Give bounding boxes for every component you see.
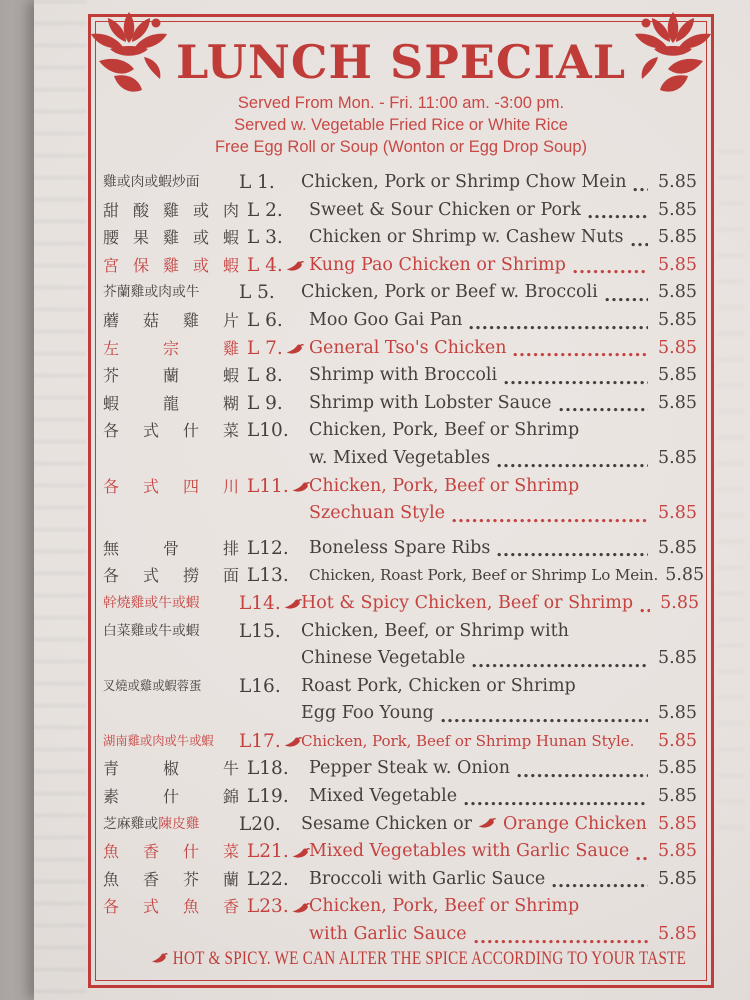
item-name-text: Chicken or Shrimp w. Cashew Nuts bbox=[309, 227, 624, 248]
item-code: L22. bbox=[247, 868, 289, 890]
menu-item-row-L9 bbox=[103, 390, 697, 418]
chili-pepper-icon bbox=[283, 598, 304, 611]
item-description bbox=[301, 673, 697, 728]
item-price: 5.85 bbox=[658, 730, 697, 751]
dot-leader bbox=[605, 297, 648, 302]
dot-leader bbox=[636, 856, 648, 861]
item-chinese-name: 白菜雞或牛或蝦 bbox=[103, 622, 200, 639]
item-name-text: General Tso's Chicken bbox=[309, 337, 507, 358]
item-price: 5.85 bbox=[658, 813, 697, 834]
item-price: 5.85 bbox=[658, 227, 697, 248]
item-name-text: Roast Pork, Chicken or Shrimp bbox=[301, 675, 576, 696]
item-code: L17. bbox=[239, 728, 301, 756]
item-chinese-name: 魚 香 什 菜 bbox=[103, 842, 239, 862]
chili-pepper-icon bbox=[285, 343, 306, 356]
menu-header bbox=[91, 17, 711, 158]
item-name-text: Kung Pao Chicken or Shrimp bbox=[309, 254, 566, 275]
free-item-text: Free Egg Roll or Soup (Wonton or Egg Drop Soup) bbox=[214, 138, 588, 156]
menu-item-row-L8 bbox=[103, 362, 697, 390]
item-price: 5.85 bbox=[658, 703, 697, 724]
item-description bbox=[309, 866, 697, 894]
item-name-text: with Garlic Sauce bbox=[309, 924, 467, 945]
item-price: 5.85 bbox=[658, 503, 697, 524]
item-price: 5.85 bbox=[658, 447, 697, 468]
item-code: L 6. bbox=[247, 309, 283, 331]
item-price: 5.85 bbox=[658, 868, 697, 889]
item-chinese-name: 蝦 龍 糊 bbox=[103, 393, 239, 413]
item-price: 5.85 bbox=[658, 309, 697, 330]
item-description bbox=[309, 417, 697, 472]
dot-leader bbox=[631, 242, 649, 247]
item-chinese-name: 各 式 撈 面 bbox=[103, 566, 239, 586]
spicy-disclaimer-text: HOT & SPICY. WE CAN ALTER THE SPICE ACCORDING TO YOUR TASTE bbox=[172, 949, 687, 969]
item-price: 5.85 bbox=[658, 786, 697, 807]
item-price: 5.85 bbox=[658, 648, 697, 669]
chili-pepper-icon bbox=[283, 736, 304, 749]
menu-item-row-L14 bbox=[103, 590, 700, 618]
item-price: 5.85 bbox=[658, 392, 697, 413]
dot-leader bbox=[474, 939, 648, 944]
item-description bbox=[309, 362, 697, 390]
menu-item-row-L16 bbox=[103, 673, 697, 728]
item-code: L 4. bbox=[247, 252, 309, 280]
menu-page bbox=[34, 0, 750, 1000]
item-chinese-name: 各 式 什 菜 bbox=[103, 421, 239, 441]
item-name-text: Sesame Chicken or bbox=[301, 813, 473, 834]
item-code: L 2. bbox=[247, 199, 283, 221]
item-code: L10. bbox=[247, 420, 289, 442]
item-name-text: Mixed Vegetable bbox=[309, 786, 458, 807]
dot-leader bbox=[504, 380, 648, 385]
item-description bbox=[309, 224, 697, 252]
chili-pepper-icon bbox=[151, 952, 170, 965]
dot-leader bbox=[464, 801, 648, 806]
item-code: L 3. bbox=[247, 227, 283, 249]
item-chinese-name: 無 骨 排 bbox=[103, 538, 239, 558]
dot-leader bbox=[497, 552, 648, 557]
item-code: L20. bbox=[239, 813, 281, 835]
menu-item-row-L21 bbox=[103, 838, 697, 866]
item-name-text: Mixed Vegetables with Garlic Sauce bbox=[309, 841, 630, 862]
item-price: 5.85 bbox=[665, 565, 705, 586]
item-name-text: Hot & Spicy Chicken, Beef or Shrimp bbox=[301, 592, 634, 613]
item-chinese-name: 雞或肉或蝦炒面 bbox=[103, 174, 200, 190]
menu-item-row-L10 bbox=[103, 417, 697, 472]
menu-border-frame bbox=[88, 14, 714, 988]
item-code: L18. bbox=[247, 758, 289, 780]
item-chinese-name: 芝麻雞或陳皮雞 bbox=[103, 815, 200, 832]
chili-pepper-icon bbox=[285, 260, 306, 273]
dot-leader bbox=[517, 773, 648, 778]
menu-item-row-L13 bbox=[103, 562, 705, 590]
item-chinese-name: 甜 酸 雞 或 肉 bbox=[103, 200, 239, 220]
item-name-text: Moo Goo Gai Pan bbox=[309, 309, 463, 330]
item-name-text: Sweet & Sour Chicken or Pork bbox=[309, 199, 582, 220]
menu-item-row-L7 bbox=[103, 335, 697, 363]
menu-item-row-L22 bbox=[103, 866, 697, 894]
corner-lotus-flower-icon bbox=[621, 8, 721, 110]
item-price: 5.85 bbox=[660, 592, 700, 613]
item-price: 5.85 bbox=[658, 365, 697, 386]
item-name-text: Chicken, Pork, Beef or Shrimp bbox=[309, 896, 580, 917]
chili-pepper-icon bbox=[291, 902, 312, 915]
chili-pepper-icon bbox=[291, 481, 312, 494]
item-code: L16. bbox=[239, 675, 281, 697]
item-description bbox=[309, 893, 697, 948]
item-description bbox=[309, 390, 697, 418]
item-description bbox=[309, 252, 697, 280]
dot-leader bbox=[472, 663, 648, 668]
item-description bbox=[301, 169, 697, 197]
item-price: 5.85 bbox=[658, 537, 697, 558]
spicy-disclaimer bbox=[91, 949, 711, 970]
page-bleed-through-left bbox=[34, 0, 86, 1000]
item-description bbox=[309, 197, 697, 225]
item-chinese-name: 湖南雞或肉或牛或蝦 bbox=[103, 733, 214, 748]
item-chinese-name: 蘑 菇 雞 片 bbox=[103, 310, 239, 330]
item-price: 5.85 bbox=[658, 282, 697, 303]
item-chinese-name: 宮 保 雞 或 蝦 bbox=[103, 255, 239, 275]
dot-leader bbox=[497, 463, 648, 468]
item-description bbox=[309, 755, 697, 783]
item-chinese-name: 青 椒 牛 bbox=[103, 759, 239, 779]
page-bleed-through-right bbox=[718, 150, 744, 850]
item-name-text: w. Mixed Vegetables bbox=[309, 447, 491, 468]
item-code: L14. bbox=[239, 590, 301, 618]
item-name-text: Chicken, Beef, or Shrimp with bbox=[301, 620, 569, 641]
item-chinese-name: 各 式 魚 香 bbox=[103, 897, 239, 917]
item-price: 5.85 bbox=[658, 172, 697, 192]
item-name-text: Chicken, Pork, Beef or Shrimp bbox=[309, 420, 580, 441]
item-description bbox=[309, 473, 697, 528]
item-name-text: Chinese Vegetable bbox=[301, 648, 466, 669]
item-description bbox=[309, 535, 697, 563]
item-chinese-name: 素 什 錦 bbox=[103, 787, 239, 807]
item-name-text: Shrimp with Lobster Sauce bbox=[309, 392, 552, 413]
item-description bbox=[301, 590, 700, 618]
served-with-text: Served w. Vegetable Fried Rice or White Rice bbox=[234, 116, 568, 134]
item-price: 5.85 bbox=[658, 199, 697, 220]
menu-item-row-L1 bbox=[103, 169, 697, 197]
dot-leader bbox=[452, 518, 648, 523]
item-chinese-name: 芥 蘭 蝦 bbox=[103, 366, 239, 386]
dot-leader bbox=[588, 214, 648, 219]
item-chinese-name: 芥蘭雞或肉或牛 bbox=[103, 284, 200, 301]
menu-item-row-L23 bbox=[103, 893, 697, 948]
item-code: L 5. bbox=[239, 282, 275, 304]
menu-item-row-L17 bbox=[103, 728, 697, 756]
dot-leader bbox=[513, 352, 648, 357]
item-name-text: Pepper Steak w. Onion bbox=[309, 758, 511, 779]
item-chinese-name: 左 宗 雞 bbox=[103, 338, 239, 358]
menu-items-list bbox=[103, 169, 705, 949]
item-name-text: Egg Foo Young bbox=[301, 703, 434, 724]
item-price: 5.85 bbox=[658, 337, 697, 358]
item-name-text: Boneless Spare Ribs bbox=[309, 537, 491, 558]
dot-leader bbox=[559, 407, 648, 412]
dot-leader bbox=[573, 269, 648, 274]
item-price: 5.85 bbox=[658, 841, 697, 862]
dot-leader bbox=[633, 187, 648, 192]
item-name-text: Szechuan Style bbox=[309, 503, 446, 524]
item-chinese-name: 幹燒雞或牛或蝦 bbox=[103, 594, 200, 611]
menu-item-row-L11 bbox=[103, 473, 697, 528]
item-name-text: Chicken, Pork or Shrimp Chow Mein bbox=[301, 172, 627, 192]
item-description bbox=[301, 618, 697, 673]
item-name-text: Chicken, Pork or Beef w. Broccoli bbox=[301, 282, 598, 303]
item-chinese-name: 叉燒或雞或蝦蓉蛋 bbox=[103, 678, 202, 693]
item-description bbox=[301, 811, 697, 839]
item-description bbox=[301, 728, 697, 756]
item-code: L 7. bbox=[247, 335, 309, 363]
item-name-text: Chicken, Pork, Beef or Shrimp Hunan Style. bbox=[301, 731, 635, 750]
item-chinese-name: 魚 香 芥 蘭 bbox=[103, 869, 239, 889]
menu-item-row-L12 bbox=[103, 535, 697, 563]
item-price: 5.85 bbox=[658, 254, 697, 275]
item-chinese-name: 腰 果 雞 或 蝦 bbox=[103, 228, 239, 248]
item-code: L15. bbox=[239, 620, 281, 642]
item-name-text: Chicken, Pork, Beef or Shrimp bbox=[309, 475, 580, 496]
item-price: 5.85 bbox=[658, 758, 697, 779]
menu-item-row-L19 bbox=[103, 783, 697, 811]
item-code: L 9. bbox=[247, 392, 283, 414]
menu-item-row-L3 bbox=[103, 224, 697, 252]
item-code: L19. bbox=[247, 786, 289, 808]
item-name-text: Broccoli with Garlic Sauce bbox=[309, 868, 546, 889]
item-description bbox=[301, 279, 697, 307]
item-code: L11. bbox=[247, 473, 309, 501]
item-code: L 8. bbox=[247, 365, 283, 387]
menu-item-row-L15 bbox=[103, 618, 697, 673]
item-code: L21. bbox=[247, 838, 309, 866]
dot-leader bbox=[469, 325, 648, 330]
chili-pepper-icon bbox=[477, 817, 498, 830]
dot-leader bbox=[640, 608, 650, 613]
item-code: L13. bbox=[247, 565, 289, 587]
dot-leader bbox=[441, 718, 648, 723]
menu-item-row-L4 bbox=[103, 252, 697, 280]
menu-item-row-L18 bbox=[103, 755, 697, 783]
menu-item-row-L6 bbox=[103, 307, 697, 335]
dot-leader bbox=[552, 883, 648, 888]
item-description bbox=[309, 562, 705, 590]
item-name-text-red: Orange Chicken bbox=[503, 813, 647, 834]
menu-item-row-L20 bbox=[103, 811, 697, 839]
item-code: L23. bbox=[247, 893, 309, 921]
item-price: 5.85 bbox=[658, 924, 697, 945]
menu-item-row-L5 bbox=[103, 279, 697, 307]
menu-item-row-L2 bbox=[103, 197, 697, 225]
item-name-text: Chicken, Roast Pork, Beef or Shrimp Lo Mein. bbox=[309, 566, 659, 585]
corner-lotus-flower-icon bbox=[81, 8, 181, 110]
item-description bbox=[309, 307, 697, 335]
page-title: LUNCH SPECIAL bbox=[175, 35, 627, 89]
item-code: L12. bbox=[247, 537, 289, 559]
item-name-text: Shrimp with Broccoli bbox=[309, 365, 498, 386]
item-description bbox=[309, 335, 697, 363]
served-hours-text: Served From Mon. - Fri. 11:00 am. -3:00 pm. bbox=[237, 94, 565, 112]
chili-pepper-icon bbox=[291, 847, 312, 860]
item-description bbox=[309, 783, 697, 811]
item-code: L 1. bbox=[239, 172, 275, 193]
item-chinese-name: 各 式 四 川 bbox=[103, 476, 239, 496]
item-description bbox=[309, 838, 697, 866]
